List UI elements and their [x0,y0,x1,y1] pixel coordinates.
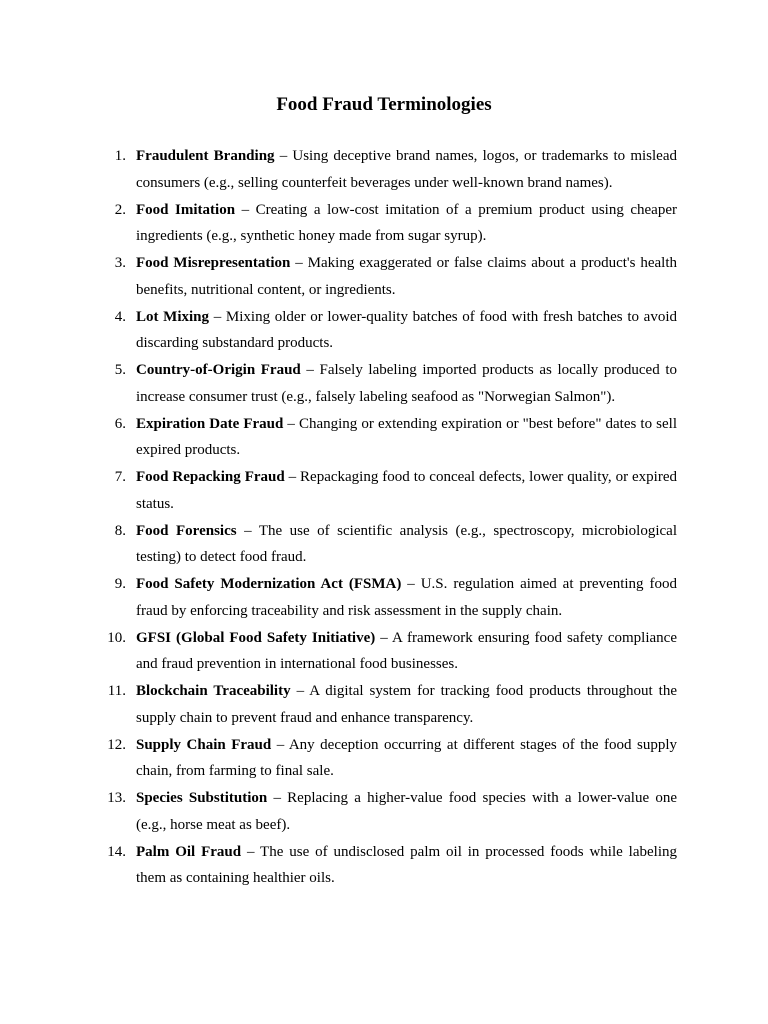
item-text [136,625,677,679]
term-name: Lot Mixing [136,308,210,325]
item-number: 10. [107,629,126,646]
item-number: 11. [107,683,126,699]
term-name: Palm Oil Fraud [136,843,242,860]
item-number: 14. [107,843,126,860]
list-item [0,357,768,411]
term-name: Supply Chain Fraud [136,736,272,753]
item-number: 12. [107,736,126,753]
term-definition: – Changing or extending expiration or "best before" dates to sell expired products. [136,415,677,459]
item-text [136,678,677,732]
term-definition: – The use of undisclosed palm oil in processed foods while labeling them as containing healthier oils. [136,843,677,887]
term-definition: – Repackaging food to conceal defects, lower quality, or expired status. [136,469,677,512]
item-text [136,785,677,839]
term-name: Country-of-Origin Fraud [136,362,301,378]
term-definition: – A digital system for tracking food products throughout the supply chain to prevent fraud and enhance transparency. [136,683,677,726]
term-definition: – Any deception occurring at different stages of the food supply chain, from farming to final sale. [136,736,677,780]
term-name: Food Misrepresentation [136,255,291,271]
item-number: 3. [114,255,126,271]
list-item [0,411,768,465]
term-definition: – Replacing a higher-value food species with a lower-value one (e.g., horse meat as beef). [136,790,677,833]
term-definition: – Using deceptive brand names, logos, or trademarks to mislead consumers (e.g., selling counterfeit beverages under well-known brand names). [136,148,677,191]
term-definition: – Mixing older or lower-quality batches of food with fresh batches to avoid discarding substandard products. [136,308,677,352]
item-text [136,250,677,304]
item-number: 1. [114,148,126,164]
item-text [136,518,677,572]
list-item [0,678,768,732]
term-name: Blockchain Traceability [136,683,291,699]
term-name: Species Substitution [136,790,268,806]
term-definition: – Creating a low-cost imitation of a premium product using cheaper ingredients (e.g., synthetic honey made from sugar syrup). [136,201,677,245]
item-text [136,197,677,251]
term-name: Food Imitation [136,201,236,218]
item-number: 13. [107,790,126,806]
term-name: Fraudulent Branding [136,148,275,164]
list-item [0,197,768,251]
term-list [0,143,768,892]
term-name: Food Safety Modernization Act (FSMA) [136,576,402,592]
term-definition: – The use of scientific analysis (e.g., spectroscopy, microbiological testing) to detect food fraud. [136,522,677,566]
list-item [0,839,768,893]
item-text [136,464,677,518]
list-item [0,143,768,197]
list-item [0,464,768,518]
list-item [0,732,768,786]
item-number: 2. [114,201,126,218]
item-number: 4. [114,308,126,325]
term-name: Expiration Date Fraud [136,415,284,432]
item-text [136,732,677,786]
page-title: Food Fraud Terminologies [276,94,492,115]
item-text [136,143,677,197]
term-name: Food Repacking Fraud [136,469,285,485]
list-item [0,304,768,358]
list-item [0,625,768,679]
item-text [136,357,677,411]
item-number: 5. [114,362,126,378]
term-definition: – A framework ensuring food safety compliance and fraud prevention in international food businesses. [136,629,677,673]
list-item [0,250,768,304]
item-number: 6. [114,415,126,432]
item-number: 9. [114,576,126,592]
item-text [136,571,677,625]
term-definition: – U.S. regulation aimed at preventing food fraud by enforcing traceability and risk assessment in the supply chain. [136,576,677,619]
term-name: Food Forensics [136,522,237,539]
item-text [136,411,677,465]
item-text [136,304,677,358]
list-item [0,785,768,839]
item-number: 7. [114,469,126,485]
item-number: 8. [114,522,126,539]
term-definition: – Falsely labeling imported products as locally produced to increase consumer trust (e.g., falsely labeling seafood as "Norwegian Salmon"). [136,362,677,405]
list-item [0,518,768,572]
item-text [136,839,677,893]
term-name: GFSI (Global Food Safety Initiative) [136,629,376,646]
term-definition: – Making exaggerated or false claims about a product's health benefits, nutritional content, or ingredients. [136,255,677,298]
list-item [0,571,768,625]
